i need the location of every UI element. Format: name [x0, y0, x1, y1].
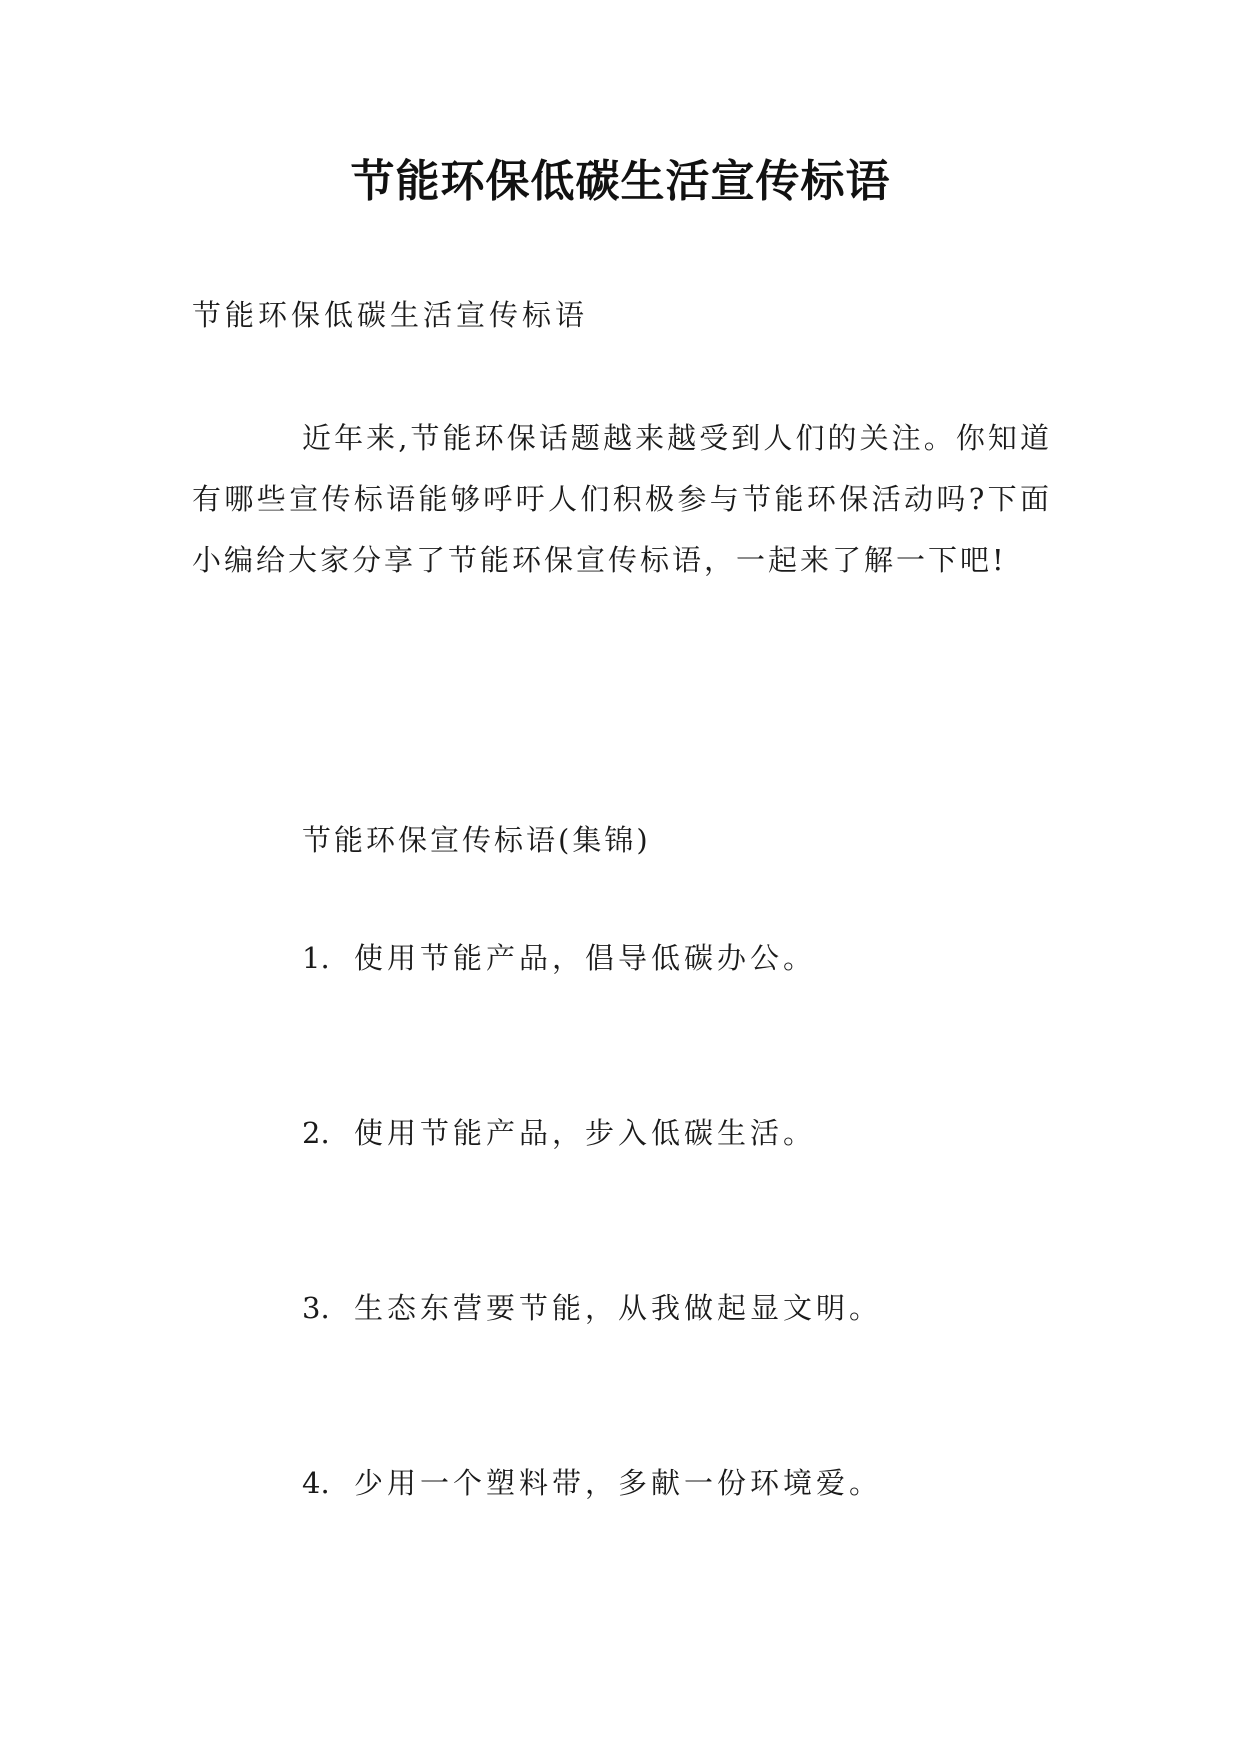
document-title: 节能环保低碳生活宣传标语: [350, 156, 891, 207]
slogan-number: 4.: [302, 1466, 330, 1500]
slogan-text: 少用一个塑料带，多献一份环境爱。: [354, 1466, 883, 1500]
slogan-number: 2.: [302, 1116, 330, 1150]
slogan-item: [302, 1113, 816, 1153]
slogan-number: 1.: [302, 941, 330, 975]
slogan-number: 3.: [302, 1291, 330, 1325]
slogan-item: [302, 1288, 882, 1328]
section-heading: 节能环保宣传标语(集锦): [302, 823, 651, 857]
slogan-text: 使用节能产品，倡导低碳办公。: [354, 941, 817, 975]
document-subtitle: 节能环保低碳生活宣传标语: [192, 298, 589, 332]
slogan-item: [302, 1463, 882, 1503]
intro-paragraph: 近年来,节能环保话题越来越受到人们的关注。你知道有哪些宣传标语能够呼吁人们积极参与节能环保活动吗?下面小编给大家分享了节能环保宣传标语，一起来了解一下吧!: [192, 421, 1052, 577]
slogan-item: [302, 938, 816, 978]
slogan-text: 生态东营要节能，从我做起显文明。: [354, 1291, 883, 1325]
slogan-text: 使用节能产品，步入低碳生活。: [354, 1116, 817, 1150]
